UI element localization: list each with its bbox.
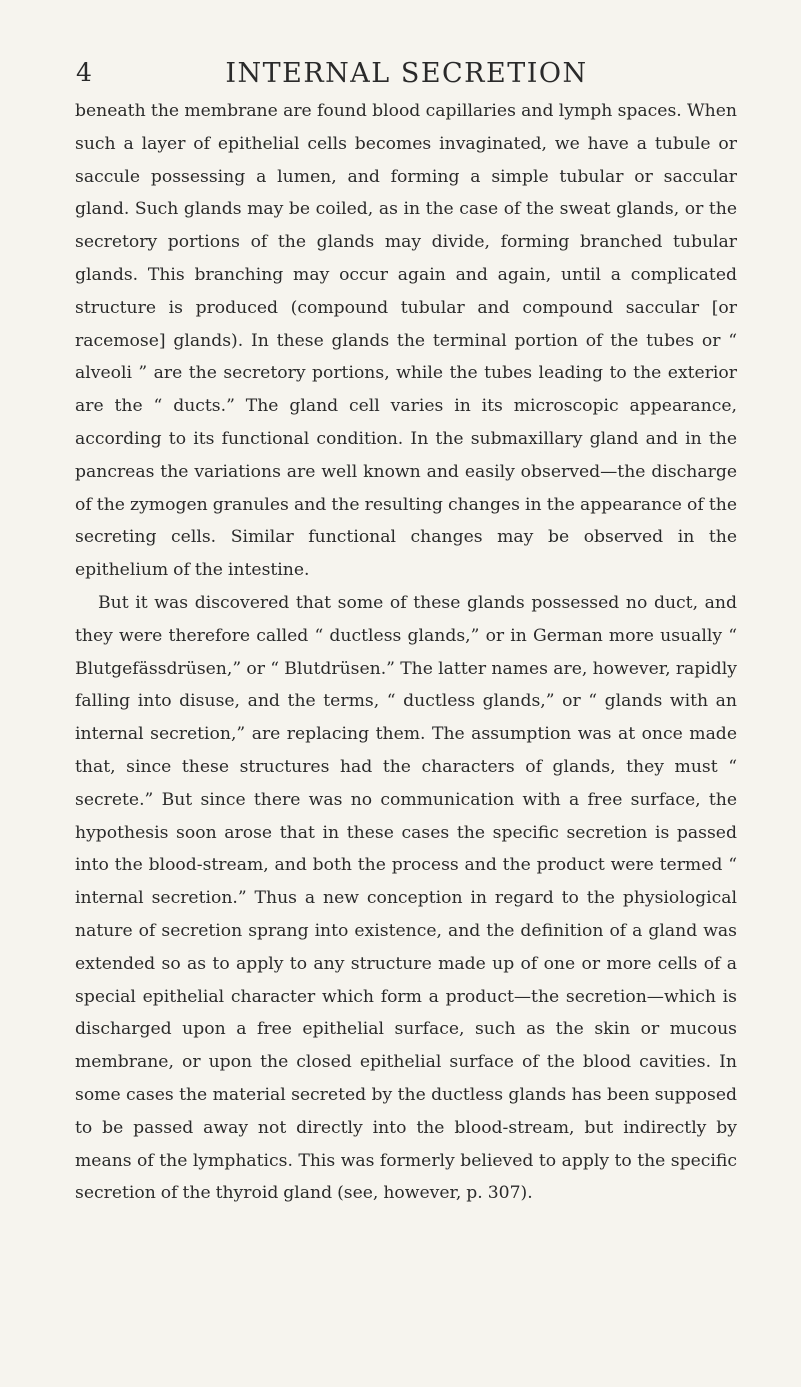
running-head <box>76 58 737 92</box>
page-number: 4 <box>76 58 93 87</box>
running-title: INTERNAL SECRETION <box>225 58 588 89</box>
paragraph-continued: beneath the membrane are found blood capillaries and lymph spaces. When such a layer of epithelial cells becomes invaginated, we have a tubule or saccule possessing a lumen, and forming a simple tubular or saccular gland. Such glands may be coiled, as in the case of the sweat glands, or the secretory portions of the glands may divide, forming branched tubular glands. This branching may occur again and again, until a complicated structure is produced (compound tubular and compound saccular [or racemose] glands). In these glands the terminal portion of the tubes or “ alveoli ” are the secretory portions, while the tubes leading to the exterior are the “ ducts.” The gland cell varies in its microscopic appearance, according to its functional condition. In the submaxillary gland and in the pancreas the variations are well known and easily observed—the discharge of the zymogen granules and the resulting changes in the appearance of the secreting cells. Similar functional changes may be observed in the epithelium of the intestine. <box>75 101 737 581</box>
body-text <box>75 95 737 1210</box>
paragraph-ductless-glands: But it was discovered that some of these glands possessed no duct, and they were therefore called “ ductless glands,” or in German more usually “ Blutgefässdrüsen,” or “ Blutdrüsen.” The latter names are, however, rapidly falling into disuse, and the terms, “ ductless glands,” or “ glands with an internal secretion,” are replacing them. The assumption was at once made that, since these structures had the characters of glands, they must “ secrete.” But since there was no communication with a free surface, the hypothesis soon arose that in these cases the specific secretion is passed into the blood-stream, and both the process and the product were termed “ internal secretion.” Thus a new conception in regard to the physiological nature of secretion sprang into existence, and the definition of a gland was extended so as to apply to any structure made up of one or more cells of a special epithelial character which form a product—the secretion—which is discharged upon a free epithelial surface, such as the skin or mucous membrane, or upon the closed epithelial surface of the blood cavities. In some cases the material secreted by the ductless glands has been supposed to be passed away not directly into the blood-stream, but indirectly by means of the lymphatics. This was formerly believed to apply to the specific secretion of the thyroid gland (see, however, p. 307). <box>75 592 737 1204</box>
